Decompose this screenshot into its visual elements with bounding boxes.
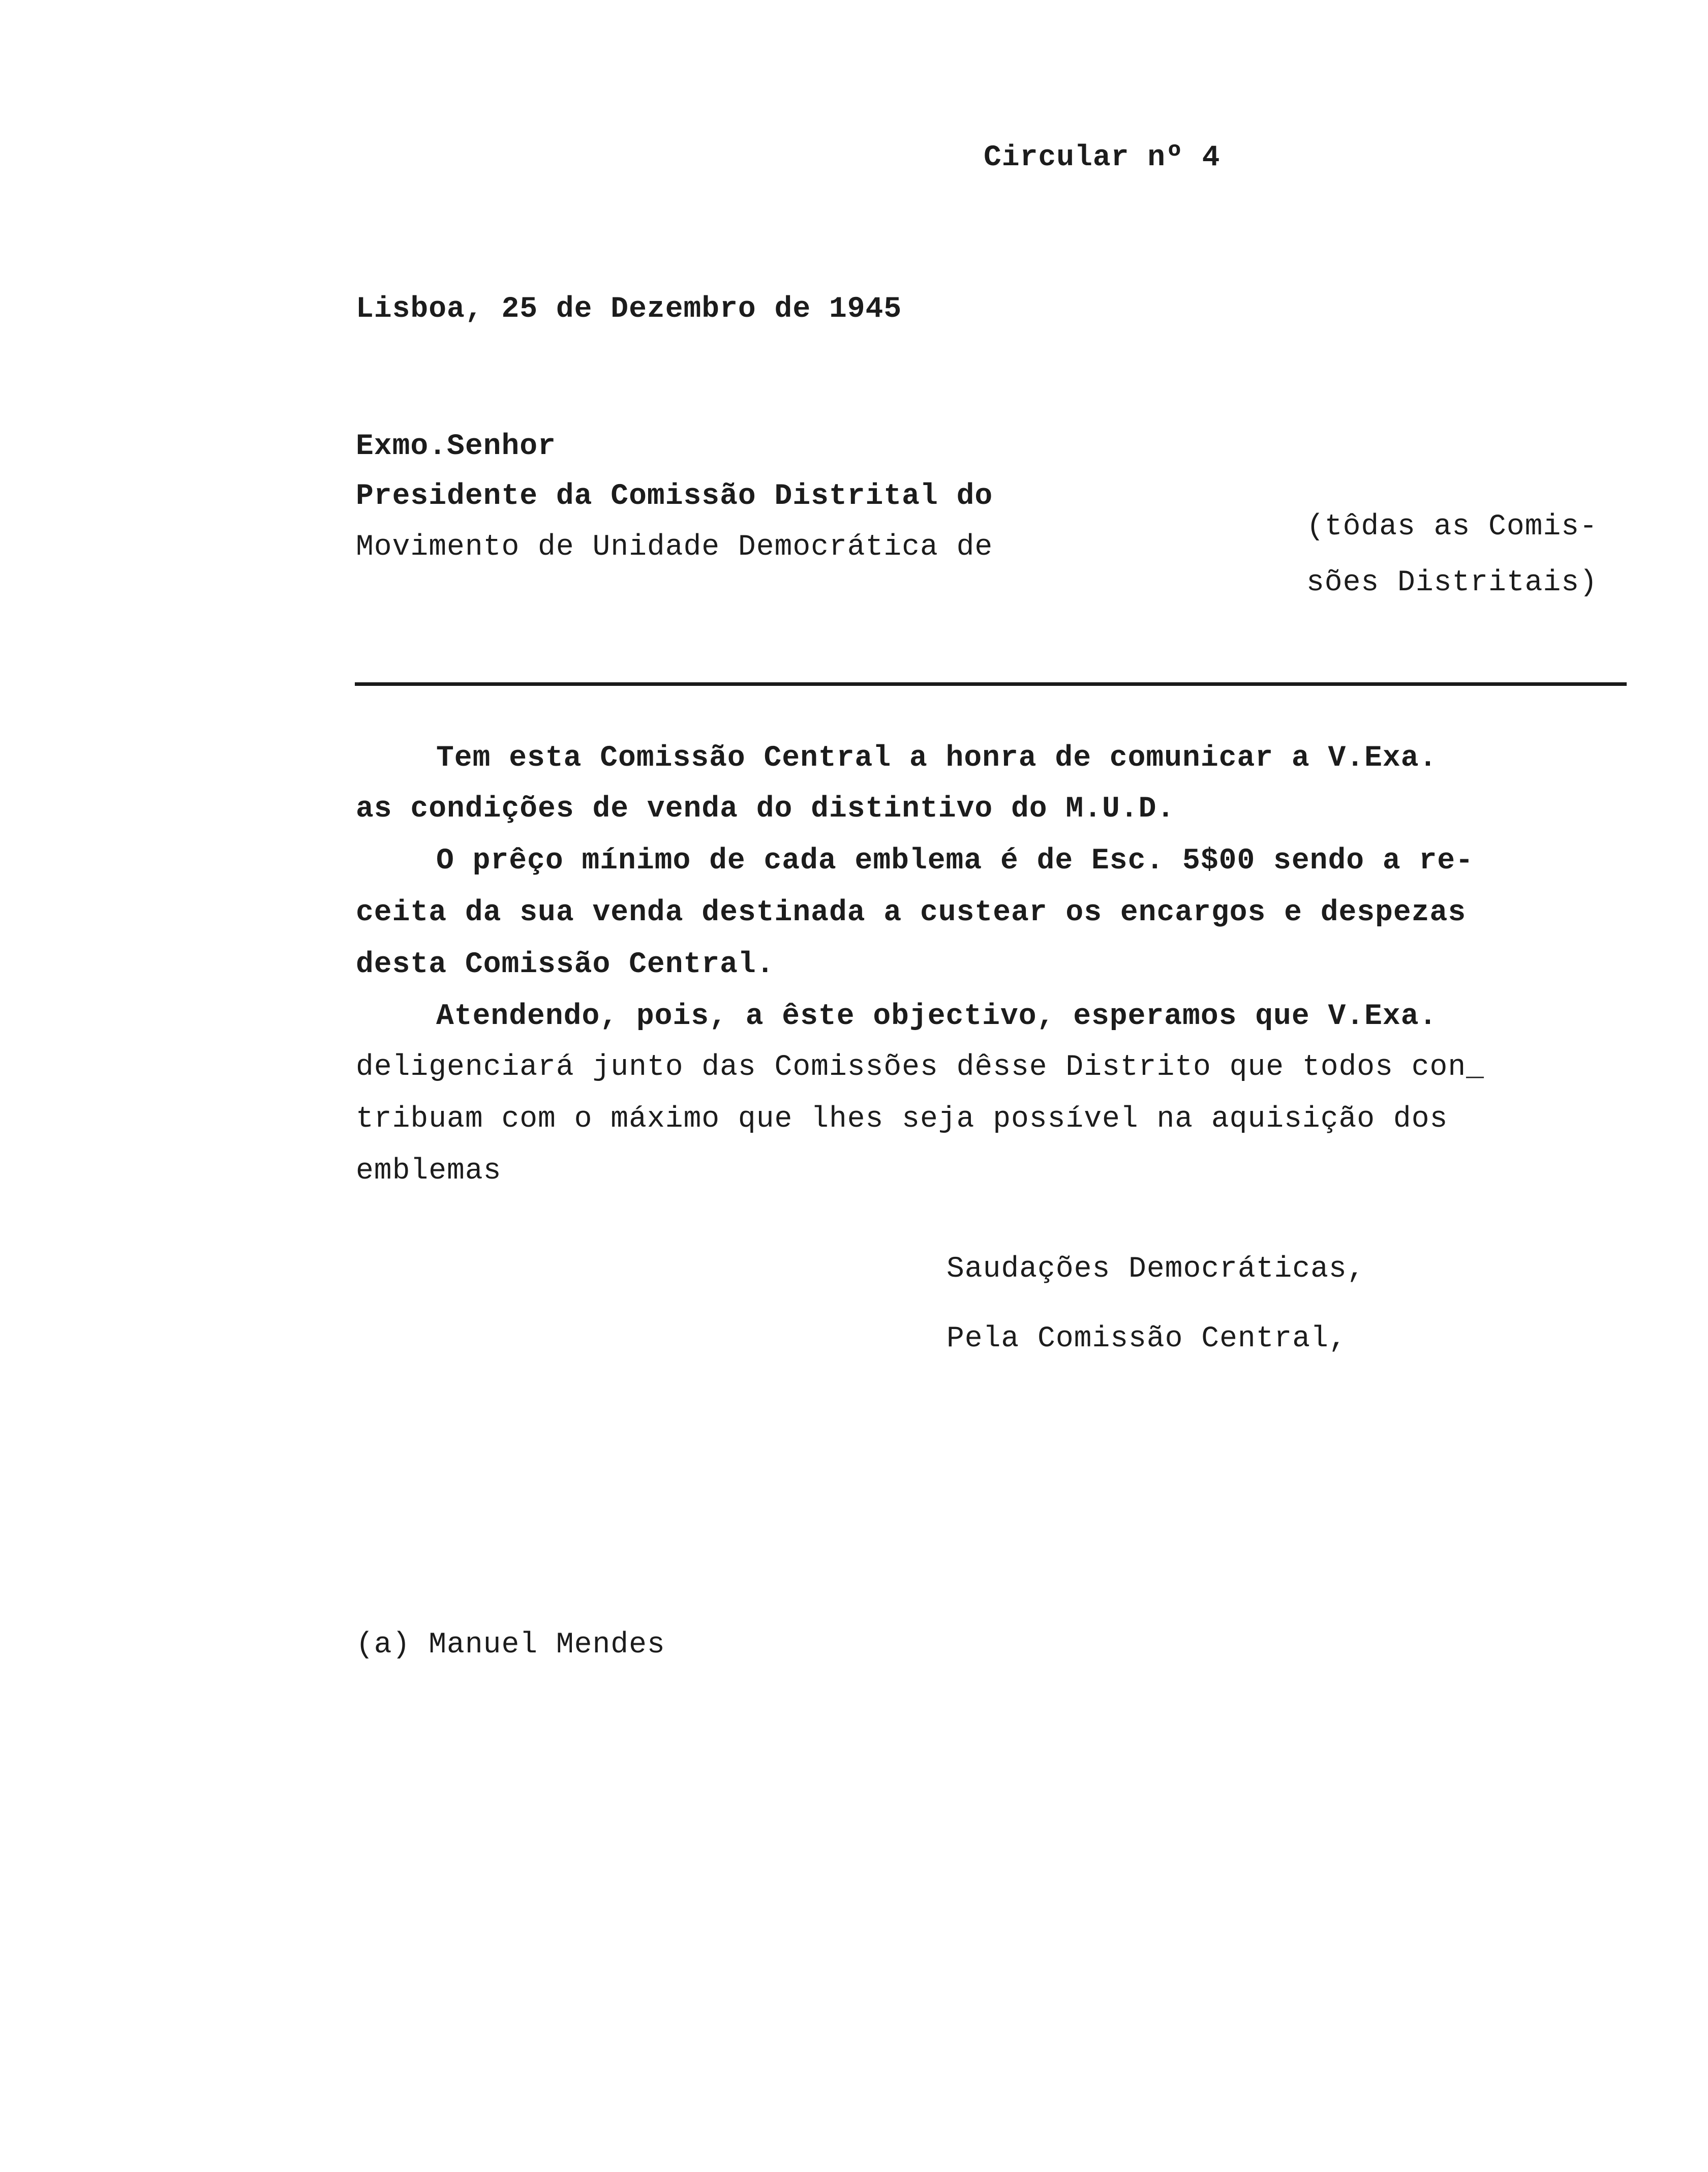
closing-line-1: Saudações Democráticas, — [947, 1253, 1365, 1286]
address-line-1: Presidente da Comissão Distrital do — [356, 480, 993, 513]
body-line-4: ceita da sua venda destinada a custear os encargos e despezas — [356, 896, 1467, 929]
address-note-line-1: (tôdas as Comis- — [1306, 510, 1598, 544]
date-line: Lisboa, 25 de Dezembro de 1945 — [356, 293, 902, 326]
separator-rule — [355, 682, 1627, 686]
body-line-5: desta Comissão Central. — [356, 948, 775, 981]
body-line-7: deligenciará junto das Comissões dêsse Distrito que todos con_ — [356, 1051, 1484, 1084]
address-note-line-2: sões Distritais) — [1306, 566, 1598, 599]
body-line-1: Tem esta Comissão Central a honra de comunicar a V.Exa. — [436, 742, 1438, 775]
address-line-2: Movimento de Unidade Democrática de — [356, 531, 993, 564]
body-line-9: emblemas — [356, 1155, 502, 1188]
address-salutation: Exmo.Senhor — [356, 430, 556, 463]
body-line-6: Atendendo, pois, a êste objectivo, esperamos que V.Exa. — [436, 1000, 1438, 1033]
body-line-3: O prêço mínimo de cada emblema é de Esc. 5$00 sendo a re- — [436, 844, 1474, 878]
body-line-2: as condições de venda do distintivo do M.U.D. — [356, 793, 1175, 826]
body-line-8: tribuam com o máximo que lhes seja possível na aquisição dos — [356, 1103, 1448, 1136]
circular-number: Circular nº 4 — [984, 141, 1221, 174]
closing-line-2: Pela Comissão Central, — [947, 1322, 1347, 1355]
signature-line: (a) Manuel Mendes — [356, 1628, 665, 1662]
